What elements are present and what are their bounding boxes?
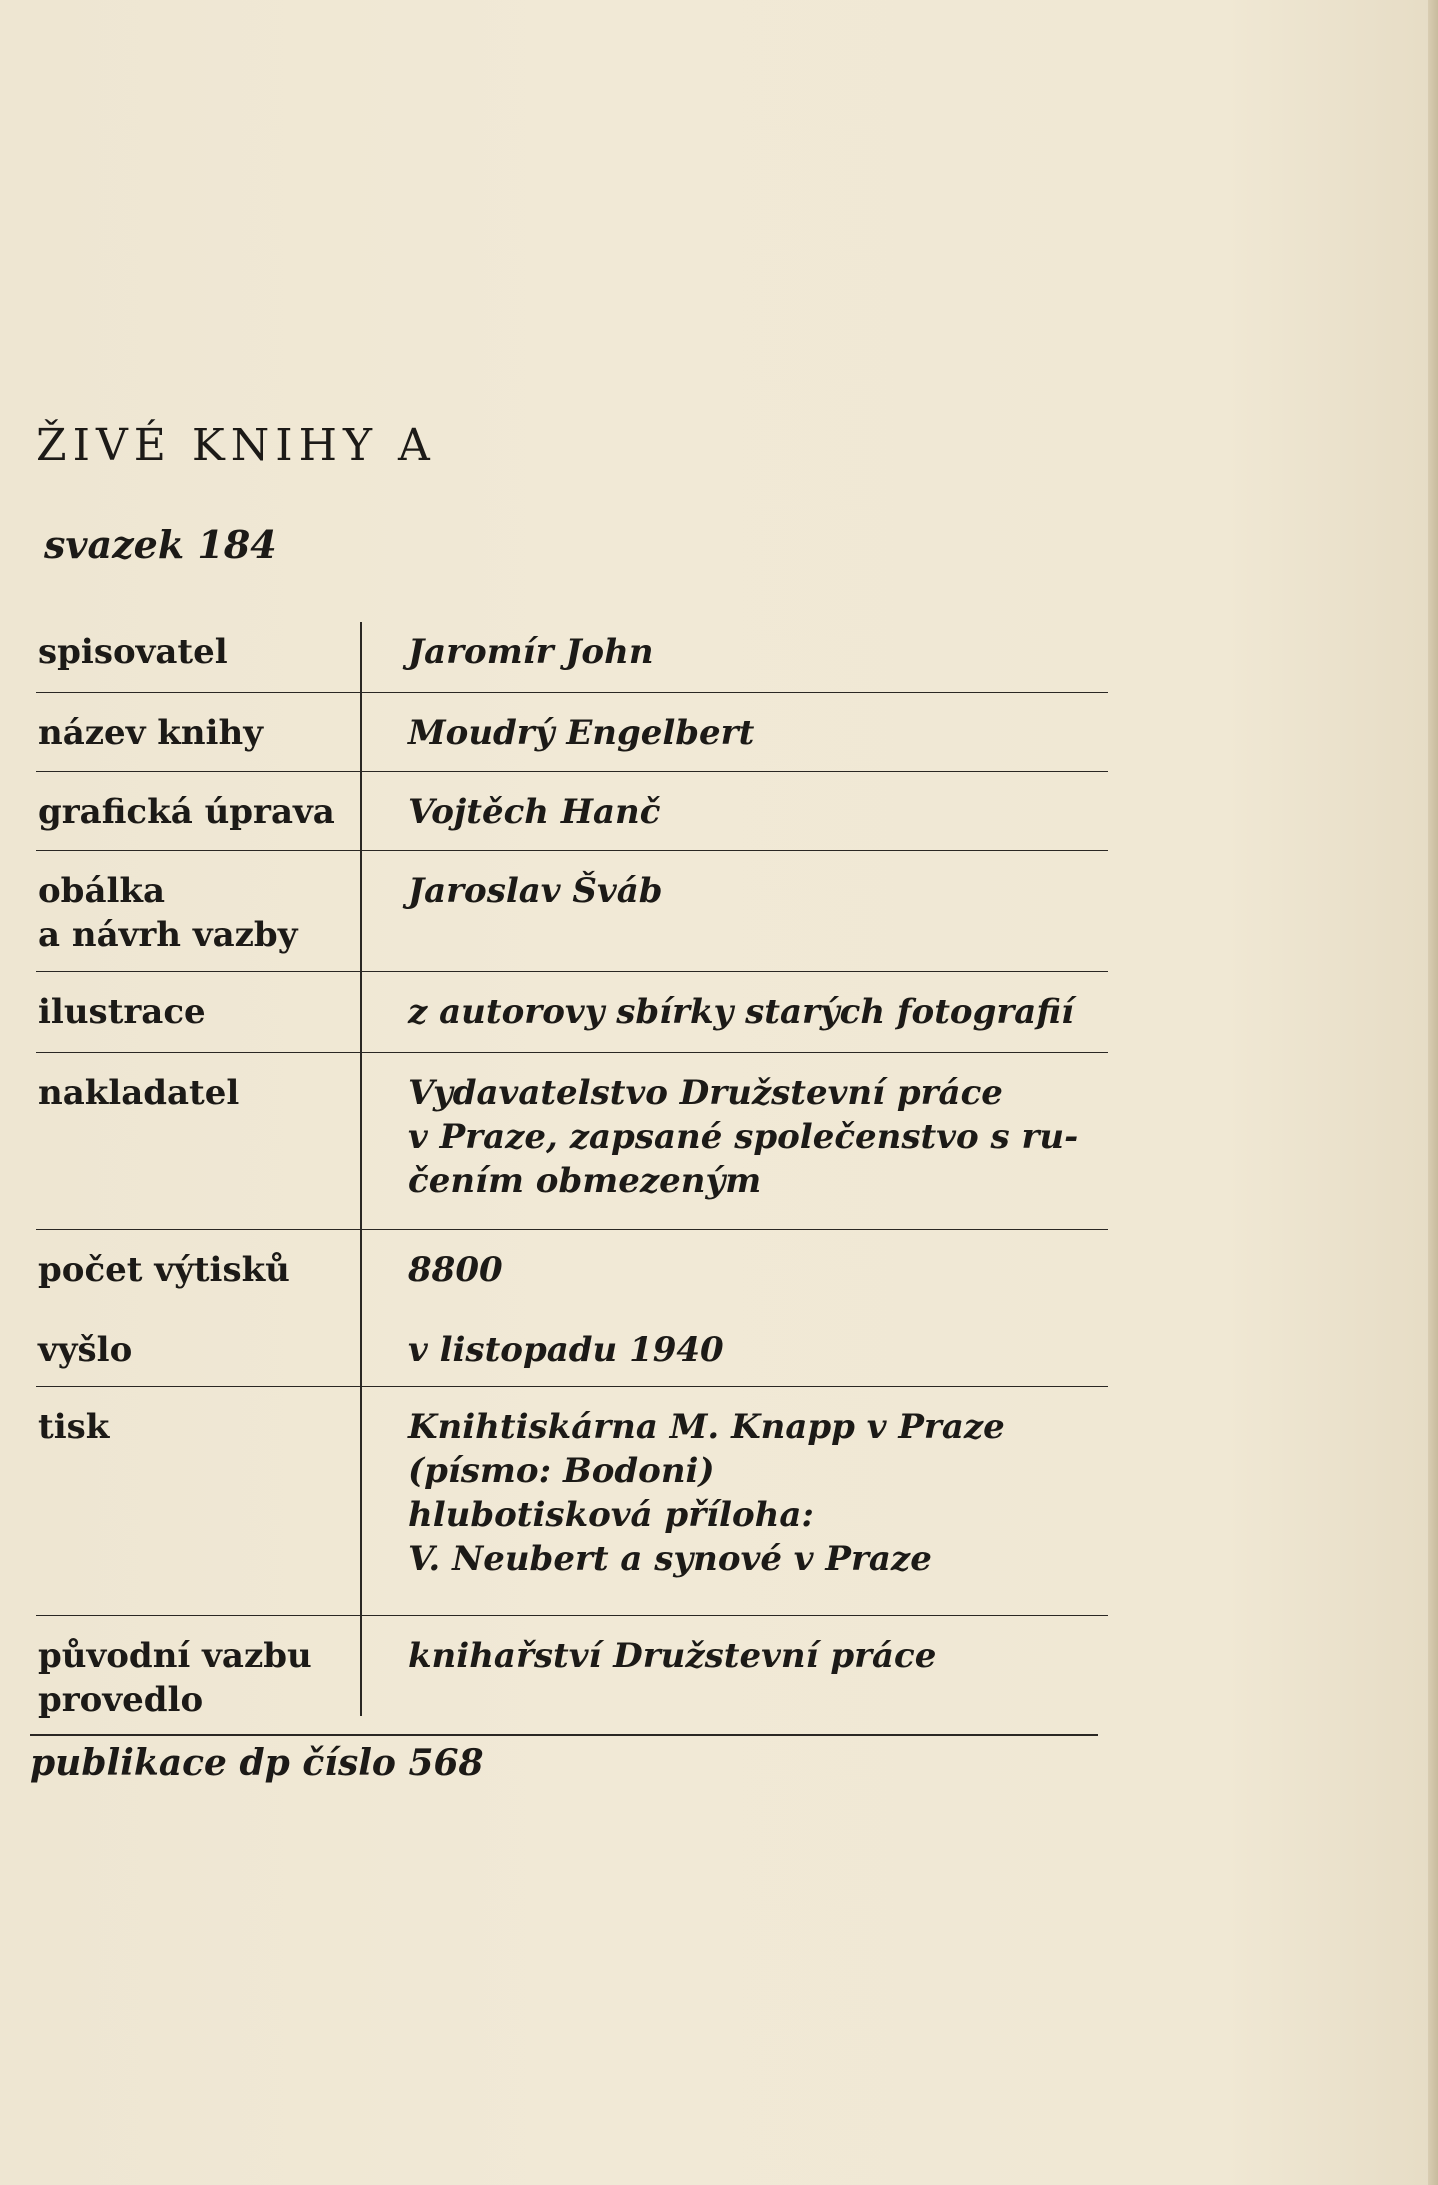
row-label: název knihy <box>38 713 263 753</box>
series-title: ŽIVÉ KNIHY A <box>36 420 436 471</box>
row-value: Vydavatelstvo Družstevní práce v Praze, zapsané společenstvo s ru- čením obmezeným <box>408 1073 1079 1201</box>
colophon-row-author <box>36 612 1108 693</box>
row-value: Knihtiskárna M. Knapp v Praze (písmo: Bodoni) hlubotisková příloha: V. Neubert a synové v Praze <box>408 1407 1005 1579</box>
row-label: spisovatel <box>38 632 228 672</box>
colophon-row-copies <box>36 1230 1108 1310</box>
colophon-row-print <box>36 1387 1108 1616</box>
colophon-row-publisher <box>36 1053 1108 1230</box>
row-value: 8800 <box>408 1250 503 1290</box>
row-value: Moudrý Engelbert <box>408 713 755 753</box>
row-label: vyšlo <box>38 1330 133 1370</box>
publication-number: publikace dp číslo 568 <box>30 1742 484 1784</box>
row-label: obálka a návrh vazby <box>38 871 298 955</box>
colophon-table <box>36 612 1108 1728</box>
colophon-row-cover <box>36 851 1108 972</box>
colophon-row-illustration <box>36 972 1108 1053</box>
colophon-row-design <box>36 772 1108 851</box>
row-value: Vojtěch Hanč <box>408 792 661 832</box>
row-value: v listopadu 1940 <box>408 1330 724 1370</box>
bottom-rule <box>30 1734 1098 1736</box>
row-label: tisk <box>38 1407 110 1447</box>
row-value: z autorovy sbírky starých fotografií <box>408 992 1074 1032</box>
row-label: původní vazbu provedlo <box>38 1636 312 1720</box>
row-label: ilustrace <box>38 992 206 1032</box>
page-edge <box>1428 0 1438 2185</box>
colophon-row-title <box>36 693 1108 772</box>
volume-number: svazek 184 <box>44 522 277 567</box>
row-label: grafická úprava <box>38 792 335 832</box>
row-value: Jaroslav Šváb <box>408 871 663 911</box>
row-label: počet výtisků <box>38 1250 290 1290</box>
colophon-row-published <box>36 1310 1108 1387</box>
row-value: Jaromír John <box>408 632 654 672</box>
colophon-row-binding <box>36 1616 1108 1728</box>
row-label: nakladatel <box>38 1073 240 1113</box>
row-value: knihařství Družstevní práce <box>408 1636 937 1676</box>
